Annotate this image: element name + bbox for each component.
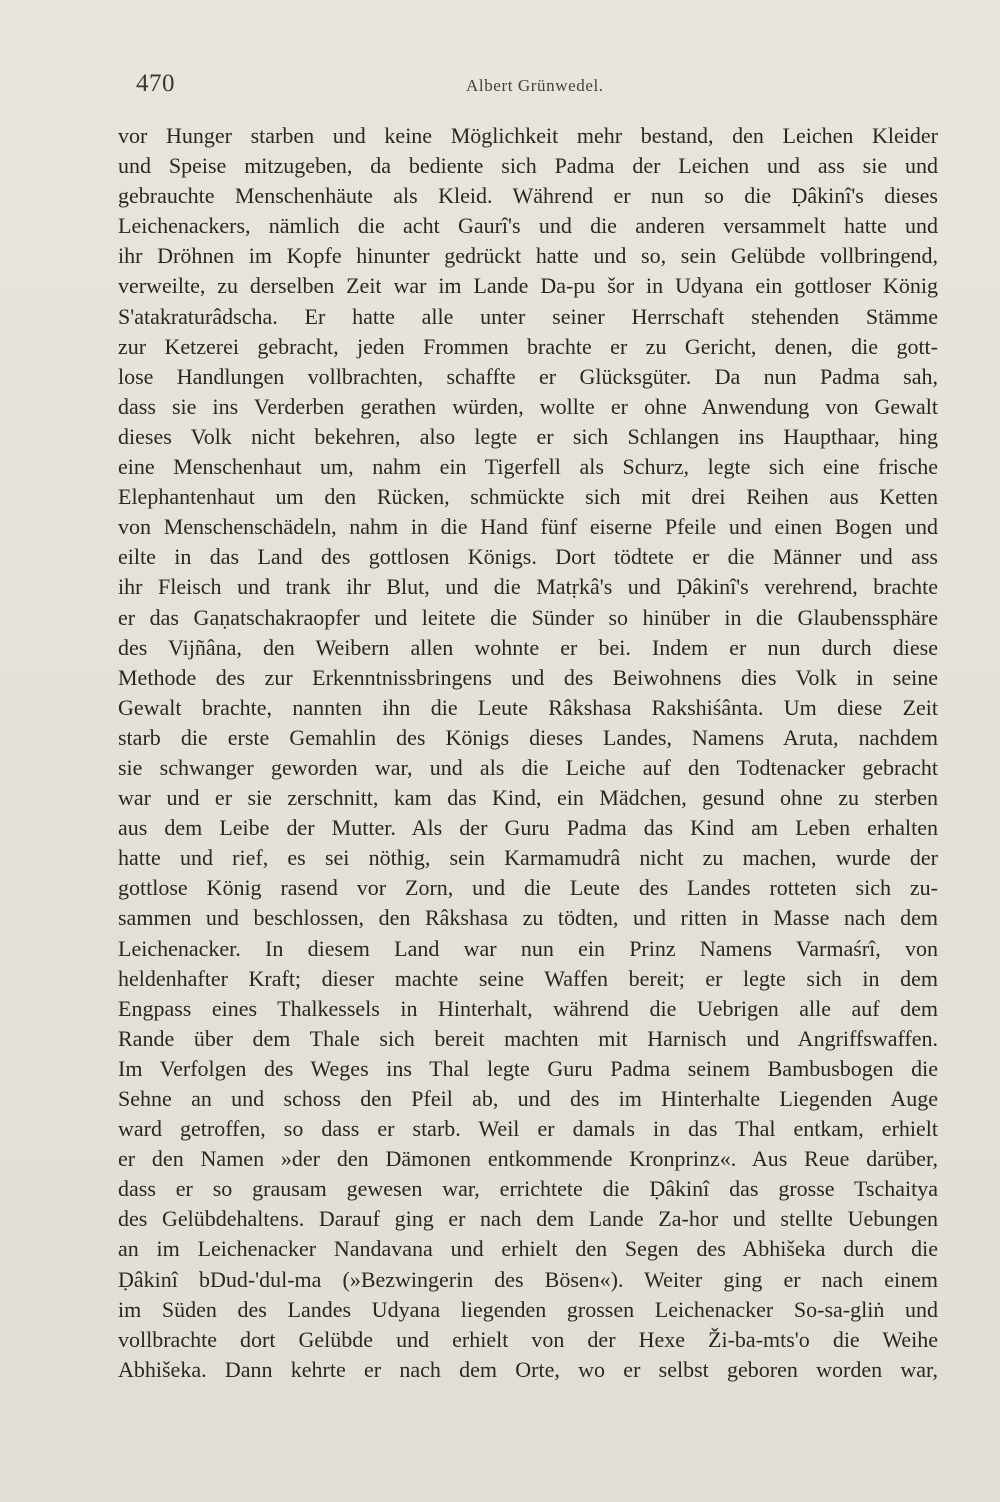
text-line: eilte in das Land des gottlosen Königs. Dort tödtete er die Männer und ass <box>118 544 938 570</box>
text-line: vollbrachte dort Gelübde und erhielt von der Hexe Ži-ba-mts'o die Weihe <box>118 1326 938 1352</box>
text-line: im Süden des Landes Udyana liegenden grossen Leichenacker So-sa-gliṅ und <box>118 1296 938 1322</box>
text-line: verweilte, zu derselben Zeit war im Lande Da-pu šor in Udyana ein gottloser König <box>118 273 938 299</box>
text-line: Abhišeka. Dann kehrte er nach dem Orte, wo er selbst geboren worden war, <box>118 1356 938 1382</box>
text-line: heldenhafter Kraft; dieser machte seine Waffen bereit; er legte sich in dem <box>118 965 938 991</box>
text-line: sie schwanger geworden war, und als die Leiche auf den Todtenacker gebracht <box>118 754 938 780</box>
text-line: eine Menschenhaut um, nahm ein Tigerfell als Schurz, legte sich eine frische <box>118 454 938 480</box>
text-line: dass sie ins Verderben gerathen würden, wollte er ohne Anwendung von Gewalt <box>118 393 938 419</box>
page-header <box>136 70 936 110</box>
running-head: Albert Grünwedel. <box>466 76 604 95</box>
text-line: Leichenacker. In diesem Land war nun ein Prinz Namens Varmaśrî, von <box>118 935 938 961</box>
page-number: 470 <box>136 70 175 97</box>
text-line: vor Hunger starben und keine Möglichkeit mehr bestand, den Leichen Kleider <box>118 123 938 148</box>
text-line: gottlose König rasend vor Zorn, und die Leute des Landes rotteten sich zu- <box>118 875 938 901</box>
text-line: Im Verfolgen des Weges ins Thal legte Guru Padma seinem Bambusbogen die <box>118 1055 938 1081</box>
text-line: an im Leichenacker Nandavana und erhielt den Segen des Abhišeka durch die <box>118 1236 938 1262</box>
text-line: dass er so grausam gewesen war, errichtete die Ḍâkinî das grosse Tschaitya <box>118 1176 938 1202</box>
text-line: aus dem Leibe der Mutter. Als der Guru Padma das Kind am Leben erhalten <box>118 815 938 841</box>
text-line: war und er sie zerschnitt, kam das Kind, ein Mädchen, gesund ohne zu sterben <box>118 785 938 811</box>
text-line: dieses Volk nicht bekehren, also legte er sich Schlangen ins Haupthaar, hing <box>118 423 938 449</box>
text-line: gebrauchte Menschenhäute als Kleid. Während er nun so die Ḍâkinî's dieses <box>118 183 938 209</box>
text-line: sammen und beschlossen, den Râkshasa zu tödten, und ritten in Masse nach dem <box>118 905 938 931</box>
text-line: Sehne an und schoss den Pfeil ab, und des im Hinterhalte Liegenden Auge <box>118 1086 938 1111</box>
text-line: von Menschenschädeln, nahm in die Hand fünf eiserne Pfeile und einen Bogen und <box>118 514 938 540</box>
text-line: des Gelübdehaltens. Darauf ging er nach dem Lande Za-hor und stellte Uebungen <box>118 1206 938 1232</box>
body-text <box>118 121 938 1385</box>
text-line: zur Ketzerei gebracht, jeden Frommen brachte er zu Gericht, denen, die gott- <box>118 333 938 359</box>
text-line: des Vijñâna, den Weibern allen wohnte er bei. Indem er nun durch diese <box>118 634 938 660</box>
text-line: er das Gaṇatschakraopfer und leitete die Sünder so hinüber in die Glaubenssphäre <box>118 604 938 630</box>
text-line: S'atakraturâdscha. Er hatte alle unter seiner Herrschaft stehenden Stämme <box>118 303 938 329</box>
text-line: Gewalt brachte, nannten ihn die Leute Râkshasa Rakshiśânta. Um diese Zeit <box>118 694 938 720</box>
text-line: Leichenackers, nämlich die acht Gaurî's und die anderen versammelt hatte und <box>118 213 938 239</box>
text-line: Elephantenhaut um den Rücken, schmückte sich mit drei Reihen aus Ketten <box>118 484 938 510</box>
text-line: lose Handlungen vollbrachten, schaffte er Glücksgüter. Da nun Padma sah, <box>118 363 938 389</box>
text-line: Engpass eines Thalkessels in Hinterhalt, während die Uebrigen alle auf dem <box>118 995 938 1021</box>
text-line: ward getroffen, so dass er starb. Weil er damals in das Thal entkam, erhielt <box>118 1116 938 1142</box>
text-line: er den Namen »der den Dämonen entkommende Kronprinz«. Aus Reue darüber, <box>118 1146 938 1172</box>
text-line: starb die erste Gemahlin des Königs dieses Landes, Namens Aruta, nachdem <box>118 724 938 750</box>
text-line: Methode des zur Erkenntnissbringens und des Beiwohnens dies Volk in seine <box>118 664 938 690</box>
text-line: Ḍâkinî bDud-'dul-ma (»Bezwingerin des Bösen«). Weiter ging er nach einem <box>118 1266 938 1292</box>
text-line: ihr Fleisch und trank ihr Blut, und die Matṛkâ's und Ḍâkinî's verehrend, brachte <box>118 574 938 600</box>
text-line: ihr Dröhnen im Kopfe hinunter gedrückt hatte und so, sein Gelübde vollbringend, <box>118 243 938 269</box>
text-line: hatte und rief, es sei nöthig, sein Karmamudrâ nicht zu machen, wurde der <box>118 845 938 871</box>
text-line: und Speise mitzugeben, da bediente sich Padma der Leichen und ass sie und <box>118 153 938 179</box>
text-line: Rande über dem Thale sich bereit machten mit Harnisch und Angriffswaffen. <box>118 1025 938 1051</box>
